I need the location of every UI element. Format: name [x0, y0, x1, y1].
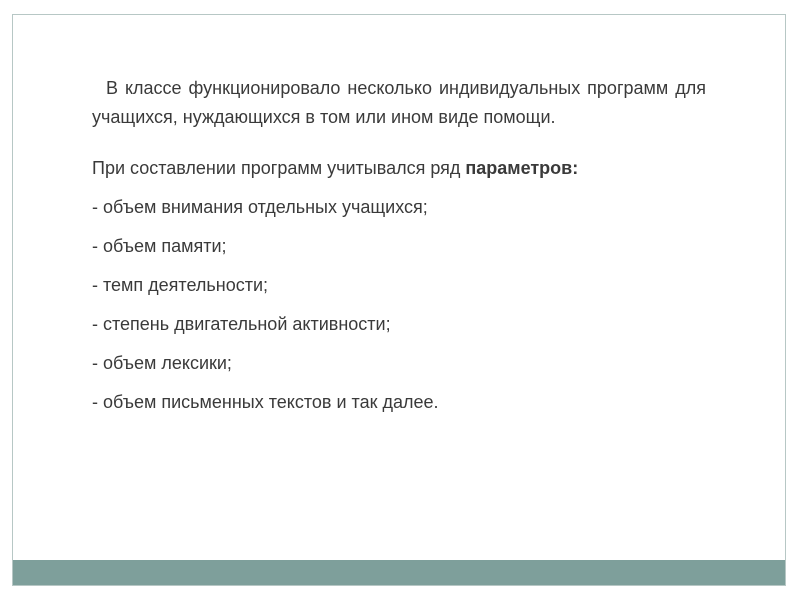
footer-bar — [13, 560, 785, 585]
list-item: - степень двигательной активности; — [92, 314, 391, 334]
list-item: - объем письменных текстов и так далее. — [92, 392, 439, 412]
slide-content — [92, 74, 706, 414]
parameters-heading-bold: параметров: — [465, 158, 579, 178]
list-item: - объем памяти; — [92, 236, 227, 256]
intro-paragraph: В классе функционировало несколько индивидуальных программ для учащихся, нуждающихся в том или ином виде помощи. — [92, 78, 706, 127]
list-item: - объем внимания отдельных учащихся; — [92, 197, 428, 217]
list-item: - объем лексики; — [92, 353, 232, 373]
parameters-heading-text: При составлении программ учитывался ряд — [92, 158, 466, 178]
parameters-list — [92, 195, 706, 414]
parameters-heading — [92, 156, 706, 180]
list-item: - темп деятельности; — [92, 275, 269, 295]
